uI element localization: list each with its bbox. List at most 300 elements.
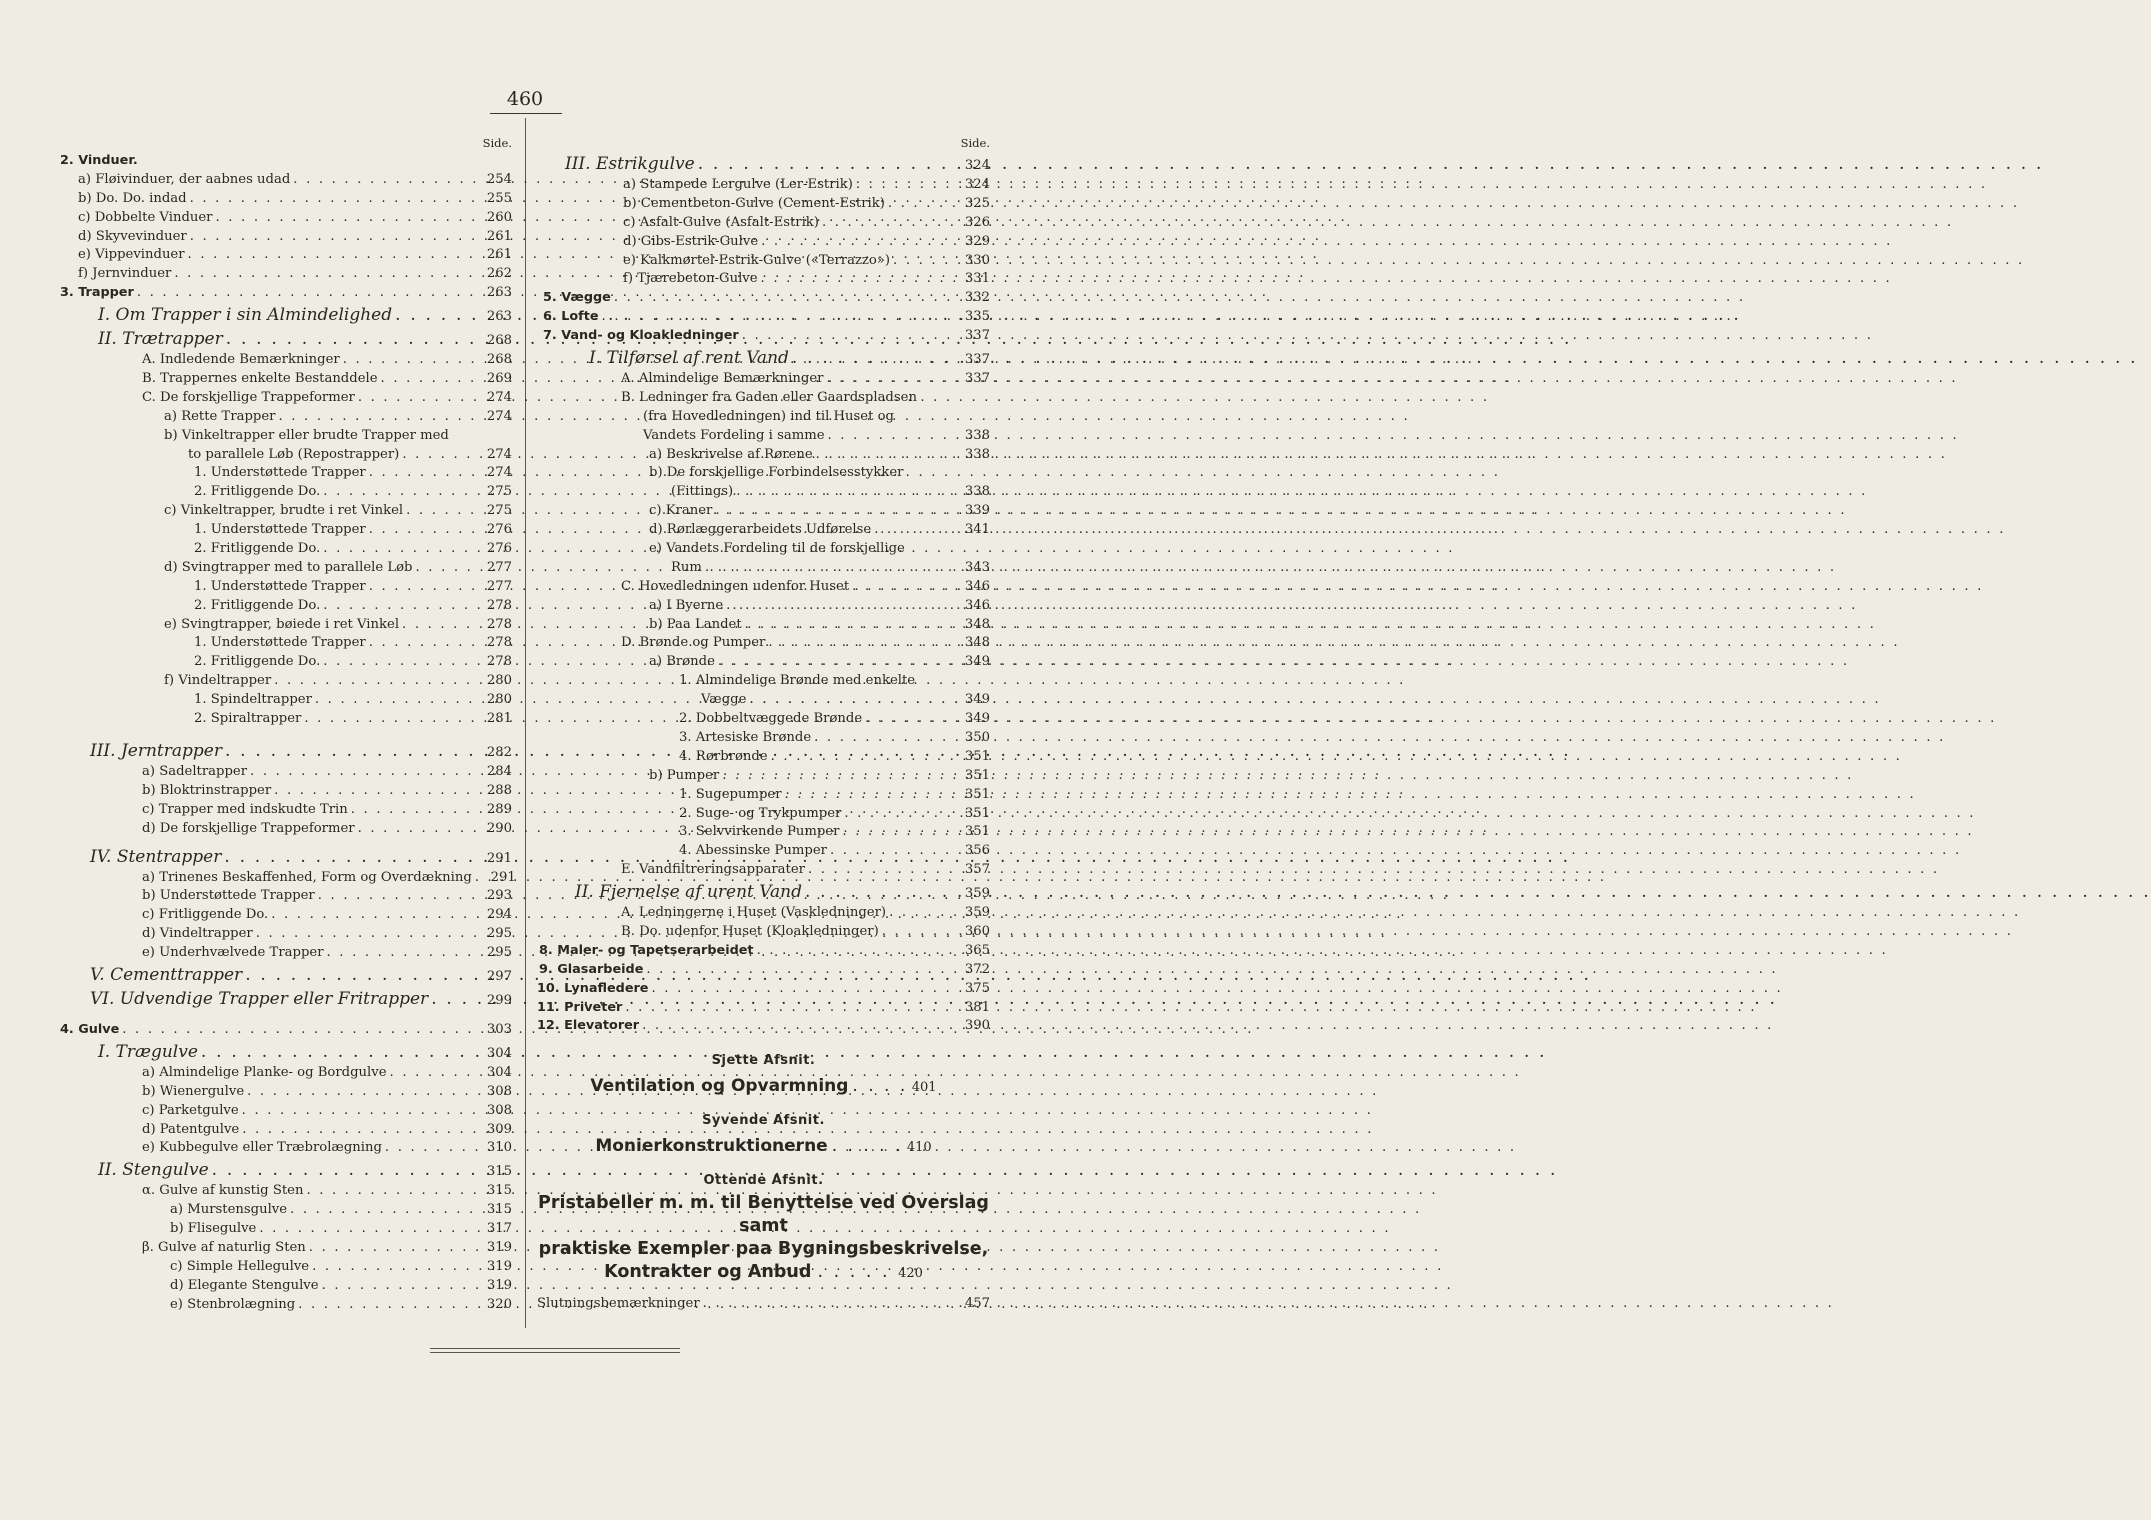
toc-entry <box>537 980 990 999</box>
entry-page: 365 <box>964 942 990 958</box>
toc-entry <box>537 999 990 1018</box>
entry-label: 3. Trapper <box>60 285 134 301</box>
entry-label: 1. Understøttede Trapper <box>194 578 366 594</box>
toc-entry <box>537 195 990 214</box>
leader-dots <box>871 521 960 540</box>
leader-dots <box>802 880 960 904</box>
toc-entry <box>537 904 990 923</box>
entry-label: 2. Spiraltrapper <box>194 711 302 727</box>
entry-label: a) Trinenes Beskaffenhed, Form og Overdækning <box>142 869 472 885</box>
entry-page: 276 <box>486 522 512 538</box>
toc-entry <box>60 739 512 763</box>
entry-label: 4. Gulve <box>60 1021 120 1037</box>
entry-label: (Fittings) <box>671 484 734 500</box>
toc-entry <box>60 1296 512 1315</box>
section-title-text: Kontrakter og Anbud <box>604 1262 812 1283</box>
toc-entry <box>537 214 990 233</box>
toc-entry <box>60 1139 512 1158</box>
entry-label: a) Fløivinduer, der aabnes udad <box>78 171 291 187</box>
toc-entry <box>537 748 990 767</box>
entry-page: 351 <box>964 805 990 821</box>
entry-page: 278 <box>486 635 512 651</box>
leader-dots <box>825 427 960 446</box>
leader-dots <box>823 370 960 389</box>
entry-page: 346 <box>964 597 990 613</box>
entry-page: 375 <box>964 980 990 996</box>
toc-entry <box>60 1201 512 1220</box>
entry-label: B. Trappernes enkelte Bestanddele <box>142 371 378 387</box>
entry-label: 3. Artesiske Brønde <box>679 729 812 745</box>
leader-dots <box>239 1102 482 1121</box>
entry-page: 291 <box>490 869 516 885</box>
toc-entry <box>537 597 990 616</box>
section-header-ottende: Ottende Afsnit. <box>703 1173 824 1189</box>
toc-entry <box>60 427 512 446</box>
toc-entry <box>60 906 512 925</box>
entry-page: 381 <box>964 999 990 1015</box>
toc-entry <box>60 521 512 540</box>
entry-page: 341 <box>964 522 990 538</box>
side-label-left: Side. <box>482 136 512 150</box>
entry-label: E. Vandfiltreringsapparater <box>621 862 805 878</box>
entry-label: c) Trapper med indskudte Trin <box>142 801 348 817</box>
entry-page: 281 <box>486 711 512 727</box>
entry-label: 6. Lofte <box>543 309 599 325</box>
leader-dots <box>287 1201 482 1220</box>
entry-page: 324 <box>964 177 990 192</box>
leader-dots <box>271 782 482 801</box>
entry-label: α. Gulve af kunstig Sten <box>142 1183 304 1199</box>
toc-entry <box>60 597 512 616</box>
toc-entry <box>60 634 512 653</box>
leader-dots <box>320 540 482 559</box>
entry-label: b) Cementbeton-Gulve (Cement-Estrik) <box>623 195 885 211</box>
section-title-text: Monierkonstruktionerne <box>595 1136 828 1157</box>
leader-dots <box>319 1277 482 1296</box>
entry-page: 348 <box>964 616 990 632</box>
toc-right-column <box>537 134 990 1314</box>
leader-dots <box>306 1239 482 1258</box>
toc-entry <box>537 446 990 465</box>
leader-dots <box>212 209 482 228</box>
section-header-syvende: Syvende Afsnit. <box>702 1113 825 1129</box>
entry-page: 335 <box>964 309 990 325</box>
entry-page: 278 <box>486 654 512 670</box>
toc-entry <box>537 923 990 942</box>
leader-dots <box>309 1258 482 1277</box>
leader-dots <box>643 961 960 980</box>
toc-entry <box>60 1064 512 1083</box>
entry-page: 269 <box>486 371 512 387</box>
leader-dots <box>320 653 482 672</box>
entry-label: 2. Fritliggende Do. <box>194 541 321 557</box>
entry-page: 348 <box>964 635 990 651</box>
entry-page: 343 <box>964 559 990 575</box>
entry-label: C. Hovedledningen udenfor Huset <box>621 578 850 594</box>
entry-page: 284 <box>486 763 512 779</box>
leader-dots <box>886 904 960 923</box>
entry-page: 351 <box>964 824 990 840</box>
toc-entry <box>60 925 512 944</box>
entry-label: 12. Elevatorer <box>537 1018 640 1034</box>
entry-label: b) De forskjellige Forbindelsesstykker <box>649 465 904 481</box>
entry-label: d) Gibs-Estrik-Gulve <box>623 233 759 249</box>
toc-entry <box>537 880 990 904</box>
section-title-text: Ventilation og Opvarmning <box>590 1076 849 1097</box>
leader-dots <box>301 710 482 729</box>
entry-label: IV. Stentrapper <box>90 846 222 867</box>
entry-label: β. Gulve af naturlig Sten <box>142 1239 306 1255</box>
entry-page: 308 <box>486 1102 512 1118</box>
entry-page: 277 <box>486 559 512 575</box>
entry-page: 337 <box>964 328 990 344</box>
leader-dots <box>849 578 960 597</box>
toc-entry <box>537 370 990 389</box>
entry-label: 1. Understøttede Trapper <box>194 522 366 538</box>
entry-page: 320 <box>486 1296 512 1312</box>
toc-entry <box>60 171 512 190</box>
entry-label: e) Svingtrapper, bøiede i ret Vinkel <box>164 616 400 632</box>
toc-entry <box>60 303 512 327</box>
leader-dots <box>315 887 482 906</box>
toc-right-entries <box>537 152 990 1036</box>
entry-label: 4. Rørbrønde <box>679 748 768 764</box>
leader-dots <box>222 739 482 763</box>
entry-label: 1. Almindelige Brønde med enkelte <box>679 673 916 689</box>
toc-entry <box>60 710 512 729</box>
toc-entry <box>537 861 990 880</box>
leader-dots <box>134 284 482 303</box>
toc-entry <box>60 845 512 869</box>
entry-page: 291 <box>486 850 512 866</box>
entry-label: b) Pumper <box>649 767 720 783</box>
entry-label: III. Estrikgulve <box>565 154 695 174</box>
toc-entry <box>60 483 512 502</box>
leader-dots <box>171 265 482 284</box>
leader-dots <box>853 176 960 195</box>
entry-page: 346 <box>964 578 990 594</box>
leader-dots <box>695 152 960 176</box>
section-title-line-last <box>537 1261 990 1285</box>
leader-dots <box>739 327 960 346</box>
toc-entry <box>537 786 990 805</box>
entry-page: 315 <box>486 1164 512 1180</box>
page-number-rule <box>490 113 562 114</box>
entry-label: A. Ledningerne i Huset (Vaskledninger) <box>621 905 887 921</box>
entry-page: 324 <box>964 158 990 173</box>
entry-label: 8. Maler- og Tapetserarbeidet <box>539 942 754 958</box>
entry-page: 339 <box>964 503 990 519</box>
entry-label: a) Rette Trapper <box>164 408 276 424</box>
entry-label: B. Do. udenfor Huset (Kloakledninger) <box>621 923 879 939</box>
toc-entry <box>60 370 512 389</box>
entry-label: 1. Sugepumper <box>679 786 782 802</box>
entry-label: e) Kalkmørtel-Estrik-Gulve («Terrazzo») <box>623 252 891 268</box>
entry-label: II. Fjernelse af urent Vand <box>575 882 802 903</box>
toc-entry <box>60 389 512 408</box>
leader-dots <box>275 408 482 427</box>
entry-page: 349 <box>964 711 990 727</box>
section-page: 420 <box>898 1266 923 1282</box>
toc-entry <box>60 616 512 635</box>
toc-entry <box>60 672 512 691</box>
leader-dots <box>472 869 486 888</box>
entry-page: 351 <box>964 748 990 764</box>
toc-left-column <box>60 134 516 1315</box>
leader-dots <box>378 370 482 389</box>
entry-page: 351 <box>964 786 990 802</box>
toc-entry <box>537 767 990 786</box>
toc-entry <box>537 176 990 195</box>
leader-dots <box>879 923 960 942</box>
entry-label: a) Almindelige Planke- og Bordgulve <box>142 1064 387 1080</box>
toc-entry <box>60 351 512 370</box>
leader-dots <box>719 767 960 786</box>
entry-page: 309 <box>486 1121 512 1137</box>
toc-entry <box>60 1021 512 1040</box>
toc-entry <box>60 801 512 820</box>
entry-page: 280 <box>486 692 512 708</box>
entry-page: 349 <box>964 654 990 670</box>
toc-entry <box>60 691 512 710</box>
entry-label: d) Skyvevinduer <box>78 228 187 244</box>
entry-page: 325 <box>964 195 990 211</box>
leader-dots <box>244 1083 482 1102</box>
end-rule-bottom <box>430 1352 680 1353</box>
entry-label: a) Beskrivelse af Rørene <box>649 446 813 462</box>
entry-page: 310 <box>486 1140 512 1156</box>
leader-dots <box>758 233 960 252</box>
entry-page: 274 <box>486 465 512 481</box>
entry-label: b) Flisegulve <box>170 1221 257 1237</box>
leader-dots <box>253 925 482 944</box>
leader-dots <box>387 1064 482 1083</box>
section-header-sjette: Sjette Afsnit. <box>711 1053 816 1069</box>
entry-page: 262 <box>486 266 512 282</box>
toc-entry <box>60 944 512 963</box>
toc-entry <box>537 252 990 271</box>
entry-label: c) Simple Hellegulve <box>170 1258 310 1274</box>
toc-entry <box>60 464 512 483</box>
entry-page: 359 <box>964 905 990 921</box>
toc-entry <box>60 1121 512 1140</box>
entry-label: a) Brønde <box>649 654 715 670</box>
entry-page: 329 <box>964 233 990 249</box>
entry-label: a) Sadeltrapper <box>142 763 248 779</box>
entry-page: 326 <box>964 214 990 230</box>
entry-label: e) Underhvælvede Trapper <box>142 945 324 961</box>
entry-label: Vægge <box>701 692 747 708</box>
entry-label: e) Stenbrolægning <box>170 1296 296 1312</box>
toc-entry <box>60 1277 512 1296</box>
leader-dots <box>366 634 482 653</box>
leader-dots <box>839 823 960 842</box>
entry-label: d) Vindeltrapper <box>142 926 253 942</box>
leader-dots <box>649 980 961 999</box>
entry-label: Vandets Fordeling i samme <box>643 427 825 443</box>
toc-entry <box>60 1040 512 1064</box>
leader-dots <box>382 1139 482 1158</box>
leader-dots <box>715 653 960 672</box>
entry-page: 308 <box>486 1083 512 1099</box>
toc-entry <box>537 653 990 672</box>
toc-entry <box>537 842 990 861</box>
entry-page: 254 <box>486 171 512 187</box>
entry-label: c) Asfalt-Gulve (Asfalt-Estrik) <box>623 214 819 230</box>
entry-page: 289 <box>486 801 512 817</box>
toc-entry <box>537 616 990 635</box>
toc-entry <box>60 446 512 465</box>
leader-dots <box>187 228 482 247</box>
leader-dots <box>348 801 482 820</box>
leader-dots <box>366 464 482 483</box>
leader-dots <box>700 1295 960 1314</box>
entry-page: 260 <box>486 209 512 225</box>
entry-label: d) Patentgulve <box>142 1121 240 1137</box>
entry-page: 357 <box>964 862 990 878</box>
toc-entry <box>537 710 990 729</box>
leader-dots <box>622 999 960 1018</box>
leader-dots: . . . . <box>852 1076 908 1097</box>
entry-page: 274 <box>486 389 512 405</box>
entry-page: 338 <box>964 446 990 462</box>
leader-dots <box>198 1040 482 1064</box>
leader-dots <box>355 820 482 839</box>
toc-entry <box>537 729 990 748</box>
toc-entry <box>60 152 512 171</box>
entry-label: c) Vinkeltrapper, brudte i ret Vinkel <box>164 503 404 519</box>
leader-dots <box>733 483 960 502</box>
leader-dots <box>723 597 960 616</box>
toc-entry <box>60 653 512 672</box>
toc-entry <box>60 559 512 578</box>
leader-dots <box>813 446 960 465</box>
entry-page: 278 <box>486 597 512 613</box>
entry-page: 299 <box>486 992 512 1008</box>
leader-dots <box>841 805 960 824</box>
leader-dots <box>247 763 482 782</box>
toc-entry <box>537 559 990 578</box>
toc-entry <box>60 246 512 265</box>
leader-dots <box>399 446 482 465</box>
entry-label: 2. Fritliggende Do. <box>194 597 321 613</box>
entry-page: 304 <box>486 1064 512 1080</box>
entry-label: b) Bloktrinstrapper <box>142 782 272 798</box>
entry-page: 457 <box>964 1296 990 1312</box>
toc-entry <box>60 820 512 839</box>
leader-dots <box>209 1158 482 1182</box>
leader-dots <box>805 861 960 880</box>
leader-dots <box>366 521 482 540</box>
toc-entry <box>537 942 990 961</box>
leader-dots <box>223 327 482 351</box>
toc-entry <box>60 1220 512 1239</box>
toc-entry <box>537 483 990 502</box>
entry-page: 275 <box>486 503 512 519</box>
toc-entry <box>60 1102 512 1121</box>
entry-page: 290 <box>486 820 512 836</box>
entry-page: 295 <box>486 945 512 961</box>
entry-label: 7. Vand- og Kloakledninger <box>543 328 739 344</box>
toc-entry <box>60 763 512 782</box>
entry-page: 277 <box>486 578 512 594</box>
entry-label: b) Understøttede Trapper <box>142 888 315 904</box>
page-number: 460 <box>506 88 544 110</box>
toc-entry <box>537 327 990 346</box>
toc-entry <box>60 540 512 559</box>
leader-dots <box>742 616 960 635</box>
toc-entry <box>60 209 512 228</box>
entry-label: VI. Udvendige Trapper eller Fritrapper <box>90 988 429 1009</box>
entry-label: 11. Priveter <box>537 999 623 1015</box>
toc-entry <box>537 634 990 653</box>
entry-page: 337 <box>964 371 990 387</box>
entry-page: 319 <box>486 1277 512 1293</box>
toc-entry <box>537 805 990 824</box>
entry-label: c) Parketgulve <box>142 1102 239 1118</box>
leader-dots <box>290 171 482 190</box>
entry-page: 360 <box>964 923 990 939</box>
entry-label: I. Om Trapper i sin Almindelighed <box>98 305 393 326</box>
leader-dots <box>746 691 960 710</box>
entry-page: 303 <box>486 1021 512 1037</box>
entry-page: 331 <box>964 271 990 287</box>
entry-label: III. Jerntrapper <box>90 740 222 761</box>
toc-entry <box>60 887 512 906</box>
section-title-ventilation <box>537 1072 990 1100</box>
leader-dots <box>324 944 482 963</box>
entry-page: 276 <box>486 541 512 557</box>
section-title-pristabeller <box>537 1192 990 1285</box>
entry-label: b) Vinkeltrapper eller brudte Trapper med <box>164 427 449 443</box>
toc-entry <box>60 782 512 801</box>
leader-dots <box>413 559 482 578</box>
entry-label: f) Jernvinduer <box>78 266 172 282</box>
entry-label: a) Stampede Lergulve (Ler-Estrik) <box>623 177 853 192</box>
entry-page: 338 <box>964 427 990 443</box>
entry-label: 10. Lynafledere <box>537 980 649 996</box>
entry-page: 295 <box>486 926 512 942</box>
toc-entry <box>60 265 512 284</box>
entry-label: 2. Fritliggende Do. <box>194 484 321 500</box>
entry-label: b) Do. Do. indad <box>78 190 187 206</box>
entry-label: c) Fritliggende Do. <box>142 907 269 923</box>
entry-page: 255 <box>486 190 512 206</box>
entry-label: II. Trætrapper <box>98 329 223 350</box>
toc-entry <box>60 228 512 247</box>
entry-page: 356 <box>964 843 990 859</box>
entry-label: D. Brønde og Pumper <box>621 635 766 651</box>
toc-entry <box>537 823 990 842</box>
entry-label: c) Kraner <box>649 503 713 519</box>
entry-label: d) Svingtrapper med to parallele Løb <box>164 559 413 575</box>
entry-label: f) Vindeltrapper <box>164 673 272 689</box>
side-label-right: Side. <box>960 136 990 150</box>
entry-label: I. Tilførsel af rent Vand <box>589 348 789 369</box>
entry-label: d) Rørlæggerarbeidets Udførelse <box>649 522 872 538</box>
leader-dots <box>399 616 482 635</box>
entry-page: 390 <box>964 1018 990 1034</box>
entry-page: 319 <box>486 1239 512 1255</box>
spacer <box>60 729 512 739</box>
section-title-line: praktiske Exempler paa Bygningsbeskrivelse, <box>538 1239 989 1260</box>
entry-label: 2. Vinduer. <box>60 153 138 168</box>
toc-left-entries <box>60 152 516 1315</box>
entry-label: 1. Spindeltrapper <box>194 692 312 708</box>
entry-page: 274 <box>486 408 512 424</box>
entry-page: 278 <box>486 616 512 632</box>
end-rule-top <box>430 1348 680 1349</box>
